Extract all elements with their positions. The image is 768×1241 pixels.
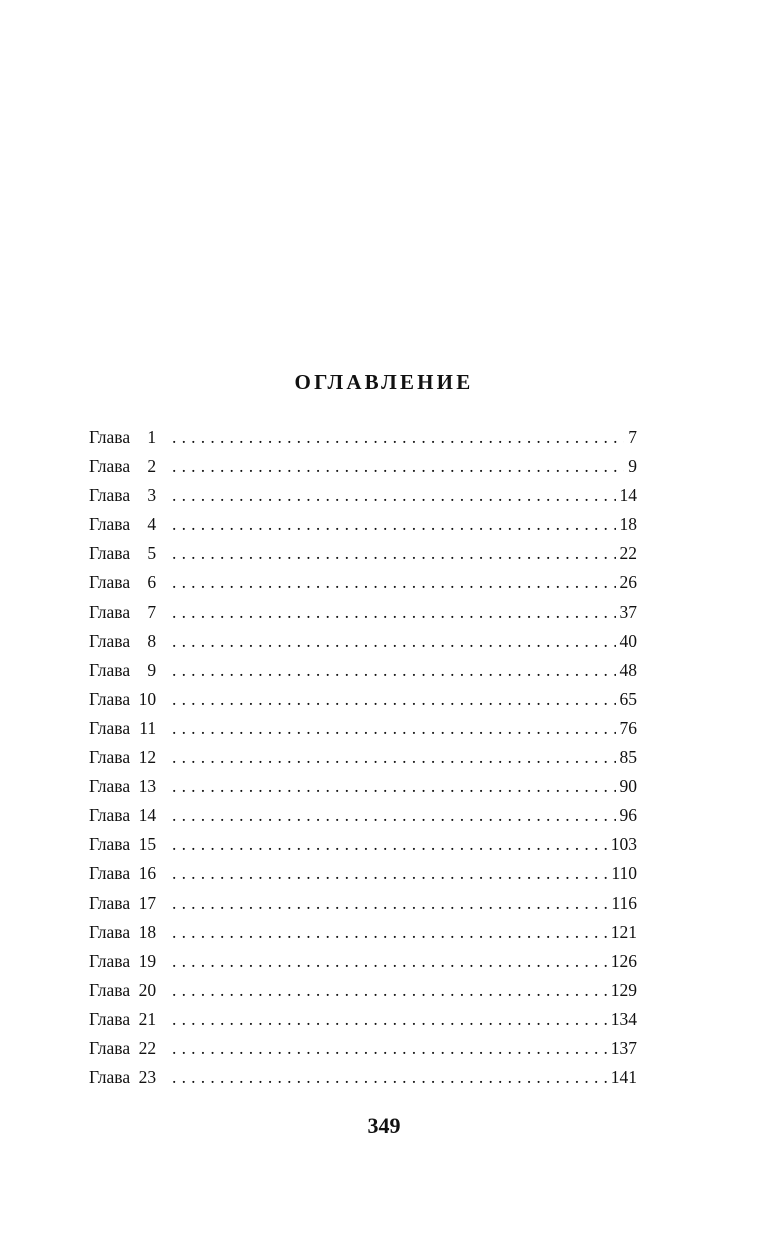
- toc-chapter-number: 9: [147, 659, 157, 680]
- page-title: ОГЛАВЛЕНИЕ: [294, 370, 474, 394]
- toc-entry: [89, 510, 637, 539]
- toc-chapter-number: 18: [138, 921, 157, 942]
- toc-chapter-word: Глава: [89, 427, 131, 447]
- toc-chapter-number: 5: [147, 543, 157, 564]
- toc-chapter-label: [89, 598, 156, 627]
- toc-page-number: 14: [616, 481, 638, 510]
- toc-dot-leader: [172, 656, 637, 685]
- toc-chapter-label: [89, 539, 156, 568]
- toc-entry: [89, 598, 637, 627]
- toc-chapter-word: Глава: [89, 1008, 131, 1029]
- toc-page-number: 26: [616, 568, 638, 597]
- toc-entry: [89, 539, 637, 568]
- toc-chapter-word: Глава: [89, 805, 131, 826]
- toc-chapter-label: [89, 510, 156, 539]
- toc-entry: [89, 801, 637, 830]
- toc-entry: [89, 772, 637, 801]
- toc-chapter-number: 1: [147, 427, 157, 447]
- toc-chapter-word: Глава: [89, 1067, 131, 1088]
- toc-page-number: 134: [607, 1005, 637, 1034]
- toc-chapter-number: 3: [147, 485, 157, 506]
- toc-dot-leader: [172, 1034, 637, 1063]
- toc-dot-leader: [172, 918, 637, 947]
- toc-dot-leader: [172, 627, 637, 656]
- toc-entry: [89, 1005, 637, 1034]
- toc-page-number: 116: [607, 889, 637, 918]
- toc-chapter-word: Глава: [89, 776, 131, 797]
- toc-page-number: 85: [616, 743, 638, 772]
- toc-dot-leader: [172, 539, 637, 568]
- toc-entry: [89, 714, 637, 743]
- toc-chapter-number: 17: [138, 892, 157, 913]
- toc-page-number: 65: [616, 685, 638, 714]
- toc-chapter-word: Глава: [89, 630, 131, 651]
- toc-page-number: 76: [616, 714, 638, 743]
- toc-dot-leader: [172, 598, 637, 627]
- toc-dot-leader: [172, 976, 637, 1005]
- toc-chapter-number: 20: [138, 979, 157, 1000]
- toc-entry: [89, 685, 637, 714]
- toc-page-number: 48: [616, 656, 638, 685]
- toc-chapter-word: Глава: [89, 659, 131, 680]
- toc-chapter-word: Глава: [89, 834, 131, 855]
- toc-page-number: 137: [607, 1034, 637, 1063]
- toc-dot-leader: [172, 714, 637, 743]
- toc-chapter-word: Глава: [89, 543, 131, 564]
- toc-chapter-label: [89, 481, 156, 510]
- toc-chapter-number: 6: [147, 572, 157, 593]
- toc-entry: [89, 568, 637, 597]
- toc-chapter-number: 23: [138, 1067, 157, 1088]
- toc-page-number: 22: [616, 539, 638, 568]
- toc-page-number: 110: [607, 859, 637, 888]
- toc-chapter-label: [89, 714, 156, 743]
- toc-dot-leader: [172, 830, 637, 859]
- toc-chapter-label: [89, 889, 156, 918]
- toc-chapter-number: 8: [147, 630, 157, 651]
- toc-chapter-label: [89, 801, 156, 830]
- toc-page-number: 18: [616, 510, 638, 539]
- toc-chapter-word: Глава: [89, 688, 131, 709]
- toc-chapter-number: 15: [138, 834, 157, 855]
- toc-entry: [89, 627, 637, 656]
- toc-page-number: 103: [607, 830, 637, 859]
- toc-entry: [89, 1063, 637, 1092]
- toc-chapter-number: 19: [138, 950, 157, 971]
- toc-entry: [89, 976, 637, 1005]
- toc-chapter-label: [89, 859, 156, 888]
- toc-chapter-word: Глава: [89, 717, 131, 738]
- toc-chapter-label: [89, 772, 156, 801]
- page-number: 349: [367, 1113, 401, 1138]
- toc-chapter-number: 7: [147, 601, 157, 622]
- toc-chapter-label: [89, 918, 156, 947]
- toc-chapter-label: [89, 1063, 156, 1092]
- toc-chapter-label: [89, 1005, 156, 1034]
- toc-dot-leader: [172, 1005, 637, 1034]
- toc-chapter-number: 11: [139, 717, 157, 738]
- toc-page-number: 90: [616, 772, 638, 801]
- toc-chapter-word: Глава: [89, 863, 131, 884]
- toc-chapter-label: [89, 743, 156, 772]
- toc-chapter-number: 14: [138, 805, 157, 826]
- toc-dot-leader: [172, 452, 637, 481]
- toc-entry: [89, 918, 637, 947]
- toc-chapter-word: Глава: [89, 921, 131, 942]
- toc-chapter-number: 21: [138, 1008, 157, 1029]
- toc-chapter-word: Глава: [89, 485, 131, 506]
- toc-page-number: 9: [624, 452, 637, 481]
- toc-entry: [89, 1034, 637, 1063]
- toc-dot-leader: [172, 772, 637, 801]
- toc-chapter-word: Глава: [89, 979, 131, 1000]
- toc-page-number: 121: [607, 918, 637, 947]
- toc-chapter-number: 13: [138, 776, 157, 797]
- toc-dot-leader: [172, 889, 637, 918]
- toc-chapter-number: 16: [138, 863, 157, 884]
- toc-entry: [89, 481, 637, 510]
- toc-chapter-label: [89, 976, 156, 1005]
- toc-dot-leader: [172, 1063, 637, 1092]
- toc-dot-leader: [172, 481, 637, 510]
- toc-entry: [89, 889, 637, 918]
- toc-chapter-word: Глава: [89, 892, 131, 913]
- toc-chapter-word: Глава: [89, 747, 131, 768]
- toc-chapter-label: [89, 452, 156, 481]
- toc-page-number: 37: [616, 598, 638, 627]
- toc-page-number: 129: [607, 976, 637, 1005]
- toc-chapter-number: 4: [147, 514, 157, 535]
- toc-chapter-number: 10: [138, 688, 157, 709]
- toc-chapter-word: Глава: [89, 601, 131, 622]
- toc-page-number: 40: [616, 627, 638, 656]
- toc-chapter-label: [89, 1034, 156, 1063]
- toc-dot-leader: [172, 859, 637, 888]
- toc-chapter-number: 22: [138, 1037, 157, 1058]
- toc-dot-leader: [172, 685, 637, 714]
- toc-dot-leader: [172, 947, 637, 976]
- toc-dot-leader: [172, 568, 637, 597]
- toc-page-number: 141: [607, 1063, 637, 1092]
- toc-chapter-number: 12: [138, 747, 157, 768]
- toc-dot-leader: [172, 801, 637, 830]
- toc-chapter-label: [89, 685, 156, 714]
- toc-page-number: 96: [616, 801, 638, 830]
- toc-chapter-word: Глава: [89, 1037, 131, 1058]
- toc-entry: [89, 743, 637, 772]
- toc-chapter-label: [89, 568, 156, 597]
- table-of-contents: [89, 423, 637, 1092]
- toc-chapter-label: [89, 947, 156, 976]
- toc-chapter-number: 2: [147, 456, 157, 477]
- toc-entry: [89, 859, 637, 888]
- toc-entry: [89, 830, 637, 859]
- toc-chapter-word: Глава: [89, 572, 131, 593]
- toc-entry: [89, 452, 637, 481]
- toc-chapter-word: Глава: [89, 950, 131, 971]
- toc-chapter-label: [89, 830, 156, 859]
- toc-entry: [89, 947, 637, 976]
- toc-chapter-label: [89, 656, 156, 685]
- toc-entry: [89, 423, 637, 452]
- toc-chapter-label: [89, 627, 156, 656]
- toc-chapter-word: Глава: [89, 456, 131, 477]
- toc-entry: [89, 656, 637, 685]
- toc-dot-leader: [172, 743, 637, 772]
- toc-chapter-label: [89, 423, 156, 452]
- toc-dot-leader: [172, 423, 637, 452]
- toc-dot-leader: [172, 510, 637, 539]
- toc-chapter-word: Глава: [89, 514, 131, 535]
- toc-page-number: 126: [607, 947, 637, 976]
- toc-page-number: 7: [624, 423, 637, 452]
